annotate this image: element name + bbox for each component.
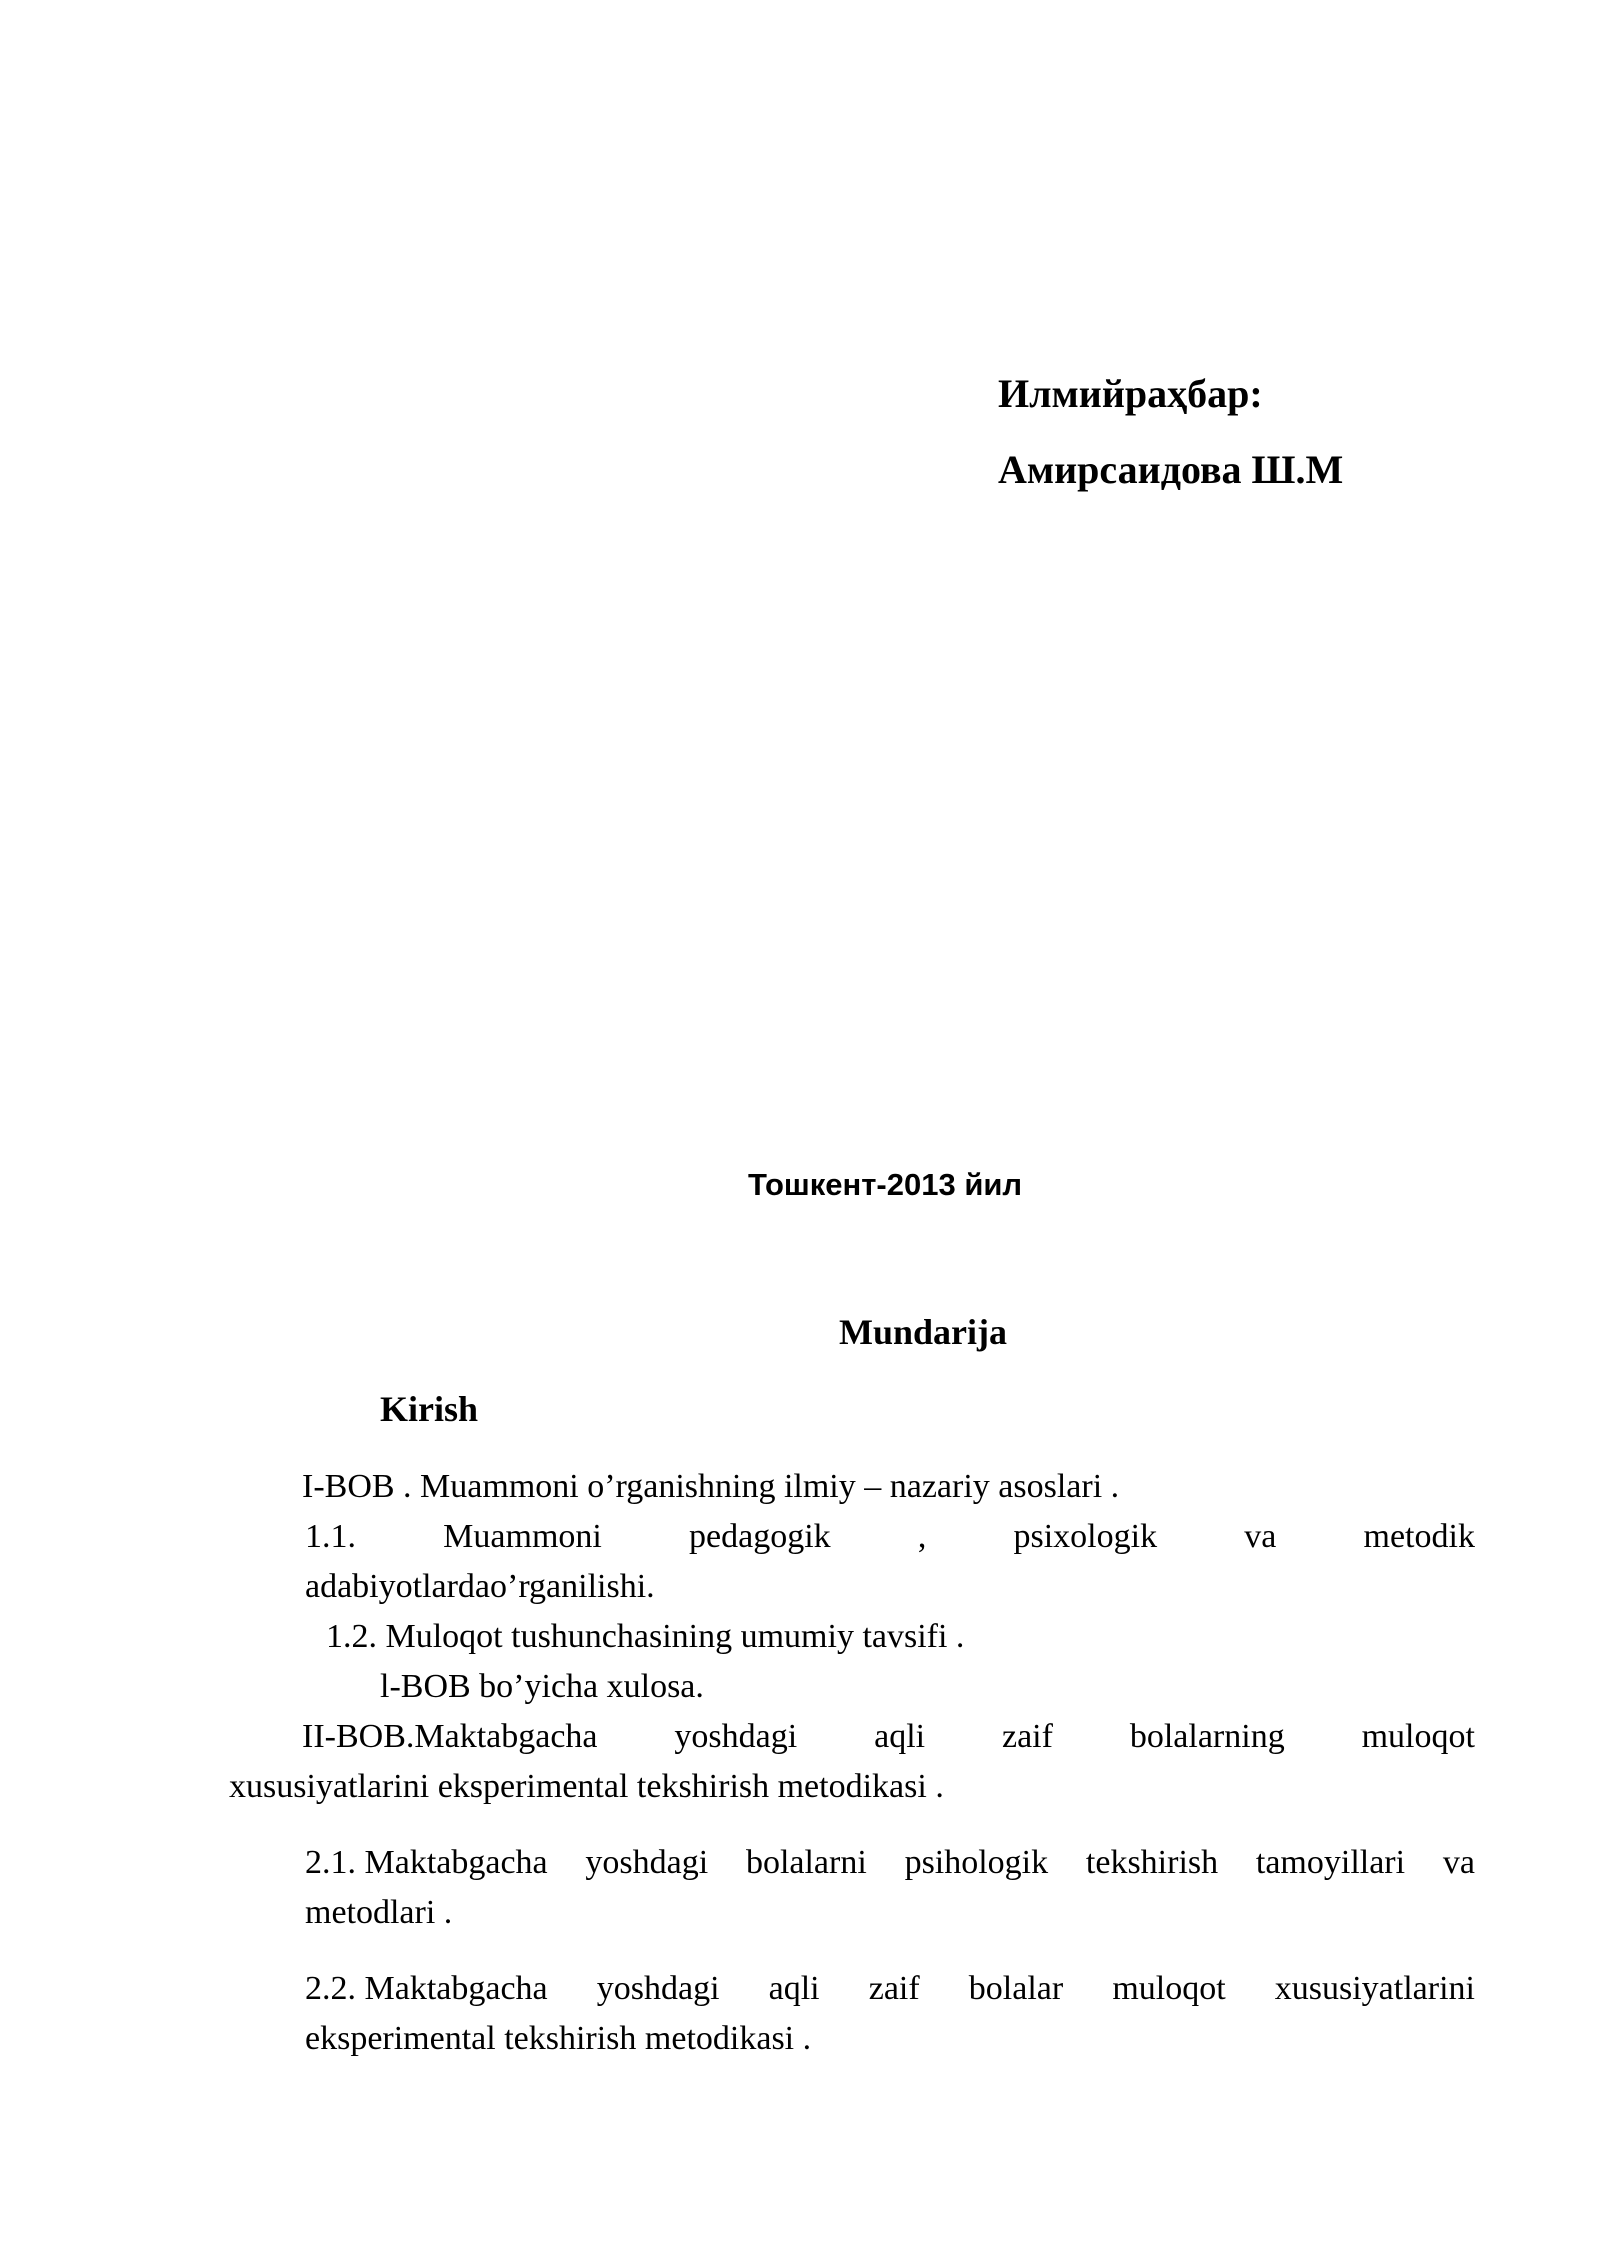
toc-section-1-1-line1 [305,1518,1475,1556]
toc-word: Muammoni [443,1518,602,1555]
toc-word: zaif [1002,1718,1053,1755]
toc-word: bolalarning [1129,1718,1285,1755]
toc-section-2-2-line1 [305,1970,1475,2008]
toc-word: II-BOB.Maktabgacha [302,1718,598,1755]
toc-word: aqli [768,1970,820,2007]
toc-chapter2-title-line2: xususiyatlarini eksperimental tekshirish metodikasi . [229,1768,944,1805]
toc-section-1-1-line2: adabiyotlardao’rganilishi. [305,1568,655,1605]
toc-section-2-1-line1 [305,1844,1475,1882]
toc-word: metodik [1363,1518,1475,1555]
toc-word: muloqot [1112,1970,1226,2007]
toc-section-2-2-line2: eksperimental tekshirish metodikasi . [305,2020,812,2057]
supervisor-label: Илмийраҳбар: [998,371,1263,416]
toc-word: bolalarni [745,1844,867,1881]
toc-word: psixologik [1013,1518,1158,1555]
toc-word: yoshdagi [585,1844,709,1881]
toc-word: pedagogik [689,1518,831,1555]
toc-word: aqli [874,1718,926,1755]
toc-title: Mundarija [839,1312,1008,1352]
toc-word: yoshdagi [596,1970,720,2007]
toc-chapter1-title: I-BOB . Muammoni o’rganishning ilmiy – nazariy asoslari . [302,1468,1120,1505]
toc-word: xususiyatlarini [1274,1970,1475,2007]
toc-word: psihologik [904,1844,1049,1881]
toc-word: bolalar [968,1970,1064,2007]
toc-word: va [1244,1518,1277,1555]
toc-word: va [1442,1844,1475,1881]
toc-word: muloqot [1361,1718,1475,1755]
supervisor-name: Амирсаидова Ш.М [998,447,1344,492]
toc-word: 2.2. Maktabgacha [305,1970,548,2007]
toc-item-intro: Kirish [380,1389,479,1429]
toc-chapter1-summary: l-BOB bo’yicha xulosa. [380,1668,704,1705]
toc-word: 1.1. [305,1518,356,1555]
toc-word: , [917,1518,927,1555]
toc-word: zaif [868,1970,920,2007]
toc-chapter2-title-line1 [302,1718,1475,1756]
toc-section-1-2: 1.2. Muloqot tushunchasining umumiy tavsifi . [326,1618,965,1655]
toc-word: yoshdagi [674,1718,798,1755]
toc-word: tamoyillari [1255,1844,1406,1881]
toc-word: 2.1. Maktabgacha [305,1844,548,1881]
toc-section-2-1-line2: metodlari . [305,1894,453,1931]
city-year: Тошкент-2013 йил [748,1167,1023,1202]
toc-word: tekshirish [1085,1844,1219,1881]
